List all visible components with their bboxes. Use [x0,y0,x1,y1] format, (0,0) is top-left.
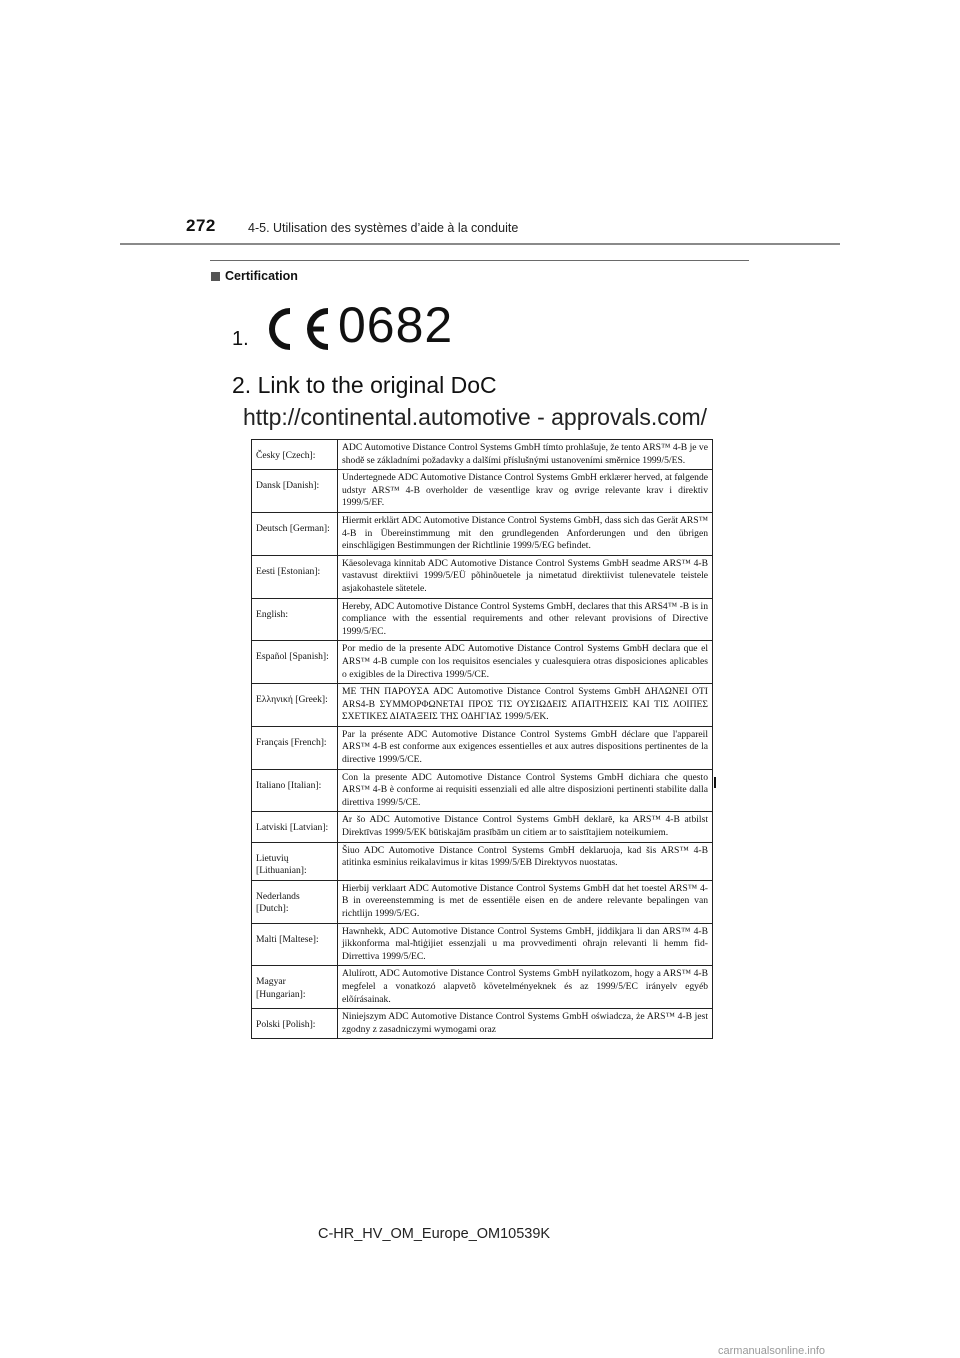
declaration-text: Käesolevaga kinnitab ADC Automotive Distance Control Systems GmbH seadme ARS™ 4-B vastavust direktiivi 1999/5/EÜ põhinõuetele ja nimetatud direktiivist tulenevatele teistele asjakohastele sätetele. [338,555,713,598]
declaration-text: Par la présente ADC Automotive Distance Control Systems GmbH déclare que l'appareil ARS™ 4-B est conforme aux exigences essentielles et aux autres dispositions pertinentes de la directive 1999/5/CE. [338,726,713,769]
watermark: carmanualsonline.info [718,1345,826,1357]
certification-heading [211,269,298,283]
side-mark [714,777,716,788]
declaration-text: Šiuo ADC Automotive Distance Control Systems GmbH deklaruoja, kad šis ARS™ 4-B atitinka esminius reikalavimus ir kitas 1999/5/EB Direktyvos nuostatas. [338,842,713,880]
table-row [252,641,713,684]
table-row [252,555,713,598]
section-title: 4-5. Utilisation des systèmes d’aide à la conduite [248,221,519,235]
ce-prefix: 1. [232,328,249,350]
language-label: Eesti [Estonian]: [252,555,338,598]
table-row [252,512,713,555]
declaration-text: Hawnhekk, ADC Automotive Distance Control Systems GmbH, jiddikjara li dan ARS™ 4-B jikkonforma mal-ħtiġijiet essenzjali u ma provvedimenti oħrajn relevanti li hemm fid-Dirrettiva 1999/5/EC. [338,923,713,966]
table-row [252,966,713,1009]
footer-manual-code: C-HR_HV_OM_Europe_OM10539K [318,1226,551,1242]
language-label: Dansk [Danish]: [252,470,338,513]
ce-notified-body-number: 0682 [338,297,454,353]
declaration-table [251,439,713,1039]
language-label: Italiano [Italian]: [252,769,338,812]
doc-url: http://continental.automotive - approvals.com/ [243,404,708,430]
language-label: Ελληνική [Greek]: [252,684,338,727]
language-label: Nederlands [Dutch]: [252,880,338,923]
language-label: Magyar [Hungarian]: [252,966,338,1009]
declaration-text: Por medio de la presente ADC Automotive Distance Control Systems GmbH declara que el ARS™ 4-B cumple con los requisitos esenciales y cualesquiera otras disposiciones aplicables o exigibles de la Directiva 1999/5/CE. [338,641,713,684]
declaration-text: Undertegnede ADC Automotive Distance Control Systems GmbH erklærer herved, at følgende udstyr ARS™ 4-B overholder de væsentlige krav og øvrige relevante krav i direktiv 1999/5/EF. [338,470,713,513]
page-number: 272 [186,216,216,235]
doc-link-title: 2. Link to the original DoC [232,372,497,398]
declaration-text: Alulírott, ADC Automotive Distance Control Systems GmbH nyilatkozom, hogy a ARS™ 4-B megfelel a vonatkozó alapvetõ követelményeknek és az 1999/5/EC irányelv egyéb elõírásainak. [338,966,713,1009]
language-label: Česky [Czech]: [252,440,338,470]
header-rule [120,243,840,245]
table-row [252,880,713,923]
declaration-text: ADC Automotive Distance Control Systems GmbH tímto prohlašuje, že tento ARS™ 4-B je ve shodě se základními požadavky a dalšími příslušnými ustanoveními směrnice 1999/5/ES. [338,440,713,470]
table-row [252,684,713,727]
language-label: Latviski [Latvian]: [252,812,338,842]
table-row [252,842,713,880]
language-label: English: [252,598,338,641]
language-label: Lietuvių [Lithuanian]: [252,842,338,880]
declaration-text: ΜΕ ΤΗΝ ΠΑΡΟΥΣΑ ADC Automotive Distance Control Systems GmbH ΔΗΛΩΝΕΙ ΟΤΙ ARS4-B ΣΥΜΜΟΡΦΩΝΕΤΑΙ ΠΡΟΣ ΤΙΣ ΟΥΣΙΩΔΕΙΣ ΑΠΑΙΤΗΣΕΙΣ ΚΑΙ ΤΙΣ ΛΟΙΠΕΣ ΣΧΕΤΙΚΕΣ ΔΙΑΤΑΞΕΙΣ ΤΗΣ ΟΔΗΓΙΑΣ 1999/5/ΕΚ. [338,684,713,727]
table-row [252,470,713,513]
declaration-text: Hiermit erklärt ADC Automotive Distance Control Systems GmbH, dass sich das Gerät ARS™ 4-B in Übereinstimmung mit den grundlegenden Anforderungen und den übrigen einschlägigen Bestimmungen der Richtlinie 1999/5/EG befindet. [338,512,713,555]
table-row [252,923,713,966]
table-row [252,769,713,812]
certification-heading-text: Certification [225,269,298,283]
table-row [252,1009,713,1039]
declaration-text: Niniejszym ADC Automotive Distance Control Systems GmbH oświadcza, że ARS™ 4-B jest zgodny z zasadniczymi wymogami oraz [338,1009,713,1039]
declaration-text: Hierbij verklaart ADC Automotive Distance Control Systems GmbH dat het toestel ARS™ 4-B in overeenstemming is met de essentiële eisen en de andere relevante bepalingen van richtlijn 1999/5/EG. [338,880,713,923]
language-label: Malti [Maltese]: [252,923,338,966]
declaration-text: Con la presente ADC Automotive Distance Control Systems GmbH dichiara che questo ARS™ 4-B è conforme ai requisiti essenziali ed alle altre disposizioni pertinenti stabilite dalla direttiva 1999/5/CE. [338,769,713,812]
square-bullet-icon [211,272,220,281]
table-row [252,440,713,470]
language-label: Deutsch [German]: [252,512,338,555]
language-label: Français [French]: [252,726,338,769]
table-row [252,726,713,769]
declaration-text: Ar šo ADC Automotive Distance Control Systems GmbH deklarē, ka ARS™ 4-B atbilst Direktīvas 1999/5/EK būtiskajām prasībām un citiem ar to saistītajiem noteikumiem. [338,812,713,842]
content-rule [210,260,749,261]
declaration-text: Hereby, ADC Automotive Distance Control Systems GmbH, declares that this ARS4™ -B is in compliance with the essential requirements and other relevant provisions of Directive 1999/5/EC. [338,598,713,641]
ce-mark-icon [256,306,334,352]
language-label: Polski [Polish]: [252,1009,338,1039]
language-label: Español [Spanish]: [252,641,338,684]
table-row [252,598,713,641]
table-row [252,812,713,842]
